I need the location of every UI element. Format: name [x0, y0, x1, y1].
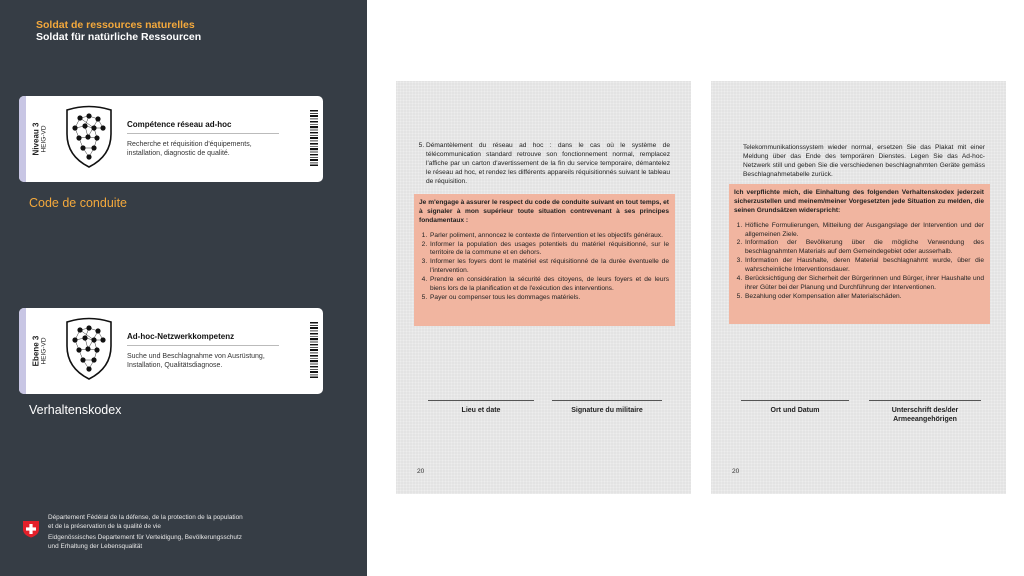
list-item: 4. Berücksichtigung der Sicherheit der Bürgerinnen und Bürger, ihrer Haushalte und ihrer Güter bei der Planung und Durchführung der Interventionen.	[744, 275, 984, 293]
document-page-de	[711, 81, 1006, 494]
header-title-de: Soldat für natürliche Ressourcen	[36, 31, 202, 43]
card-level: Niveau 3	[31, 122, 41, 156]
signature-line-soldier	[552, 400, 662, 401]
conduct-list	[419, 232, 669, 303]
list-item: 5. Payer ou compenser tous les dommages matériels.	[429, 294, 669, 303]
card-level-strip	[19, 96, 26, 182]
list-item: 1. Parler poliment, annoncez le contexte de l'intervention et les objectifs généraux.	[429, 232, 669, 241]
card-description: Suche und Beschlagnahme von Ausrüstung, Installation, Qualitätsdiagnose.	[127, 353, 265, 370]
box-heading: Ich verpflichte mich, die Einhaltung des folgenden Verhaltenskodex jederzeit sicherzustellen und meinem/meiner Vorgesetzten jede Situation zu melden, die seinen Grundsätzen widerspricht:	[734, 189, 984, 214]
card-description: Recherche et réquisition d'équipements, installation, diagnostic de qualité.	[127, 141, 252, 158]
signature-label-soldier: Signature du militaire	[571, 407, 643, 414]
page-number: 20	[732, 468, 740, 475]
list-item: 5. Bezahlung oder Kompensation aller Materialschäden.	[744, 293, 984, 302]
card-level: Ebene 3	[31, 335, 41, 367]
signature-label-place-date: Ort und Datum	[770, 407, 820, 414]
signature-label-soldier: Unterschrift des/der Armeeangehörigen	[891, 407, 959, 424]
header-title-fr: Soldat de ressources naturelles	[36, 19, 195, 31]
list-item: 2. Informer la population des usages potentiels du matériel réquisitionné, sur le territoire de la commune et en dehors.	[429, 241, 669, 259]
intro-text	[416, 141, 670, 186]
card-divider	[127, 133, 279, 134]
signature-label-place-date: Lieu et date	[461, 407, 501, 414]
box-heading: Je m'engage à assurer le respect du code de conduite suivant en tout temps, et à signaler à mon supérieur toute situation contrevenant à ses principes fondamentaux :	[419, 199, 669, 224]
competence-card-fr[interactable]	[19, 96, 323, 182]
section-title-de: Verhaltenskodex	[29, 403, 122, 417]
card-divider	[127, 345, 279, 346]
sidebar-panel	[0, 0, 367, 576]
card-title: Compétence réseau ad-hoc	[127, 120, 232, 129]
card-level-strip	[19, 308, 26, 394]
signature-line-place-date	[741, 400, 849, 401]
swiss-flag-icon	[22, 520, 40, 538]
competence-card-de[interactable]	[19, 308, 323, 394]
intro-text: Telekommunikationssystem wieder normal, ersetzen Sie das Plakat mit einer Meldung über das Ende des temporären Dienstes. Legen Sie das Ad-hoc-Netzwerk still und geben Sie die verschiedenen beschlagnahmten Geräte gemäss Beschlagnahmetabelle zurück.	[743, 144, 985, 179]
card-code: HEIG-VD	[40, 125, 48, 153]
signature-line-place-date	[428, 400, 534, 401]
section-title-fr: Code de conduite	[29, 196, 127, 210]
intro-list-item: 5. Démantèlement du réseau ad hoc : dans le cas où le système de télécommunication standard retrouve son fonctionnement normal, remplacez l'affiche par un carton d'avertissement de la fin du service temporaire, démantelez le réseau ad hoc, et rendez les différents appareils réquisitionnés suivant le tableau de réquisition.	[426, 141, 670, 186]
card-level-label	[32, 336, 49, 367]
list-item: 2. Information der Bevölkerung über die mögliche Verwendung des beschlagnahmten Materials auf dem Gemeindegebiet oder ausserhalb.	[744, 239, 984, 257]
list-item: 3. Information der Haushalte, deren Material beschlagnahmt wurde, über die wahrscheinliche Interventionsdauer.	[744, 257, 984, 275]
page-number: 20	[417, 468, 425, 475]
shield-network-icon	[63, 316, 115, 382]
shield-network-icon	[63, 104, 115, 170]
barcode-icon	[310, 110, 318, 166]
signature-line-soldier	[869, 400, 981, 401]
footer-text-fr: Département Fédéral de la défense, de la protection de la population et de la préservation de la qualité de vie	[48, 514, 243, 530]
code-of-conduct-box	[414, 194, 675, 326]
list-item: 3. Informer les foyers dont le matériel est réquisitionné de la durée éventuelle de l'intervention.	[429, 258, 669, 276]
card-level-label	[32, 123, 49, 156]
code-of-conduct-box	[729, 184, 990, 324]
footer-text-de: Eidgenössisches Departement für Verteidigung, Bevölkerungsschutz und Erhaltung der Lebensqualität	[48, 534, 242, 550]
list-item: 4. Prendre en considération la sécurité des citoyens, de leurs foyers et de leurs biens lors de la planification et de l'exécution des interventions.	[429, 276, 669, 294]
barcode-icon	[310, 322, 318, 378]
conduct-list	[734, 222, 984, 302]
document-page-fr	[396, 81, 691, 494]
footer-department	[48, 514, 248, 552]
list-item: 1. Höfliche Formulierungen, Mitteilung der Ausgangslage der Intervention und der allgemeinen Ziele.	[744, 222, 984, 240]
card-code: HEIG-VD	[40, 337, 48, 365]
card-title: Ad-hoc-Netzwerkkompetenz	[127, 332, 235, 341]
